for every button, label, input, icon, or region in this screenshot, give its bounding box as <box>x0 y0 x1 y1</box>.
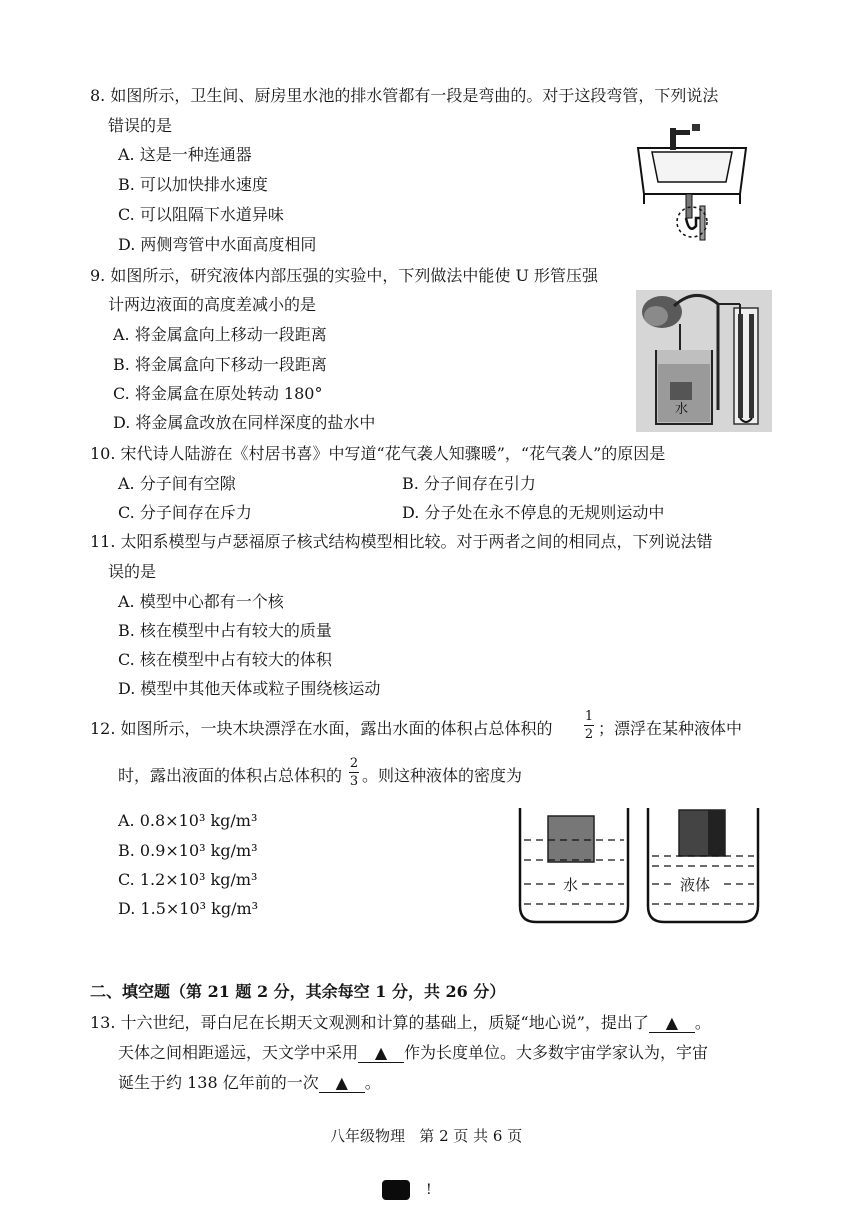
triangle-icon: ▲ <box>374 1043 388 1062</box>
q10-option-c[interactable]: C. 分子间存在斥力 <box>118 503 252 522</box>
q12-stem-line1-a: 12. 如图所示，一块木块漂浮在水面，露出水面的体积占总体积的 <box>90 719 553 738</box>
q12-stem-line1-b: ；漂浮在某种液体中 <box>598 719 743 738</box>
q10-option-a[interactable]: A. 分子间有空隙 <box>118 474 236 493</box>
q8-option-c[interactable]: C. 可以阻隔下水道异味 <box>118 205 284 224</box>
q11-option-d[interactable]: D. 模型中其他天体或粒子围绕核运动 <box>118 679 381 698</box>
q9-stem-line2: 计两边液面的高度差减小的是 <box>108 295 317 314</box>
q11-option-c[interactable]: C. 核在模型中占有较大的体积 <box>118 650 332 669</box>
q11-option-b[interactable]: B. 核在模型中占有较大的质量 <box>118 621 332 640</box>
triangle-icon: ▲ <box>335 1073 348 1092</box>
fraction-bar <box>584 725 594 726</box>
fraction-numerator: 2 <box>349 756 359 771</box>
floating-block-figure <box>516 806 764 928</box>
scan-mark <box>382 1180 410 1200</box>
q13-line3 <box>118 1073 381 1093</box>
q8-option-d[interactable]: D. 两侧弯管中水面高度相同 <box>118 235 317 254</box>
q12-option-b[interactable]: B. 0.9×10³ kg/m³ <box>118 841 258 860</box>
footer-mark: ! <box>426 1182 432 1198</box>
q13-line1-end: 。 <box>694 1013 711 1032</box>
q9-option-c[interactable]: C. 将金属盒在原处转动 180° <box>113 384 323 403</box>
q9-option-b[interactable]: B. 将金属盒向下移动一段距离 <box>113 355 327 374</box>
water-label: 水 <box>675 402 689 417</box>
q10-option-d[interactable]: D. 分子处在永不停息的无规则运动中 <box>402 503 665 522</box>
q13-line3-end: 。 <box>364 1073 381 1092</box>
q12-stem-line2-b: 。则这种液体的密度为 <box>362 766 523 785</box>
q13-line3-text: 诞生于约 138 亿年前的一次 <box>118 1073 319 1092</box>
q9-stem-line1: 9. 如图所示，研究液体内部压强的实验中，下列做法中能使 U 形管压强 <box>90 266 599 285</box>
q10-stem: 10. 宋代诗人陆游在《村居书喜》中写道“花气袭人知骤暖”，“花气袭人”的原因是 <box>90 444 666 463</box>
q12-option-d[interactable]: D. 1.5×10³ kg/m³ <box>118 899 259 918</box>
sink-drain-figure <box>634 122 754 246</box>
liquid-label: 液体 <box>680 876 711 894</box>
q13-line2-text-b: 作为长度单位。大多数宇宙学家认为，宇宙 <box>404 1043 709 1062</box>
q13-line1 <box>90 1013 711 1033</box>
q10-option-b[interactable]: B. 分子间存在引力 <box>402 474 536 493</box>
q13-line1-text: 13. 十六世纪，哥白尼在长期天文观测和计算的基础上，质疑“地心说”，提出了 <box>90 1013 649 1032</box>
answer-blank-3[interactable] <box>319 1074 365 1093</box>
pressure-experiment-figure <box>636 290 772 432</box>
q8-stem-line1: 8. 如图所示，卫生间、厨房里水池的排水管都有一段是弯曲的。对于这段弯管，下列说法 <box>90 86 719 105</box>
water-label: 水 <box>563 876 579 894</box>
q11-option-a[interactable]: A. 模型中心都有一个核 <box>118 592 284 611</box>
q12-option-a[interactable]: A. 0.8×10³ kg/m³ <box>118 811 258 830</box>
q9-option-d[interactable]: D. 将金属盒改放在同样深度的盐水中 <box>113 413 376 432</box>
q9-option-a[interactable]: A. 将金属盒向上移动一段距离 <box>113 325 327 344</box>
page-footer: 八年级物理 第 2 页 共 6 页 <box>330 1127 523 1145</box>
q13-line2-text-a: 天体之间相距遥远，天文学中采用 <box>118 1043 359 1062</box>
answer-blank-1[interactable] <box>649 1014 695 1033</box>
section-title: 二、填空题（第 21 题 2 分，其余每空 1 分，共 26 分） <box>90 982 506 1001</box>
answer-blank-2[interactable] <box>358 1044 404 1063</box>
fraction-denominator: 3 <box>349 774 359 789</box>
q8-option-a[interactable]: A. 这是一种连通器 <box>118 145 252 164</box>
q11-stem-line2: 误的是 <box>108 562 157 581</box>
triangle-icon: ▲ <box>665 1013 679 1032</box>
fraction-bar <box>349 772 359 773</box>
q12-stem-line2-a: 时，露出液面的体积占总体积的 <box>118 766 343 785</box>
fraction-numerator: 1 <box>584 709 594 724</box>
q12-option-c[interactable]: C. 1.2×10³ kg/m³ <box>118 870 258 889</box>
q8-option-b[interactable]: B. 可以加快排水速度 <box>118 175 268 194</box>
q11-stem-line1: 11. 太阳系模型与卢瑟福原子核式结构模型相比较。对于两者之间的相同点，下列说法错 <box>90 532 713 551</box>
fraction-denominator: 2 <box>584 727 594 742</box>
q8-stem-line2: 错误的是 <box>108 116 173 135</box>
q13-line2 <box>118 1043 708 1063</box>
